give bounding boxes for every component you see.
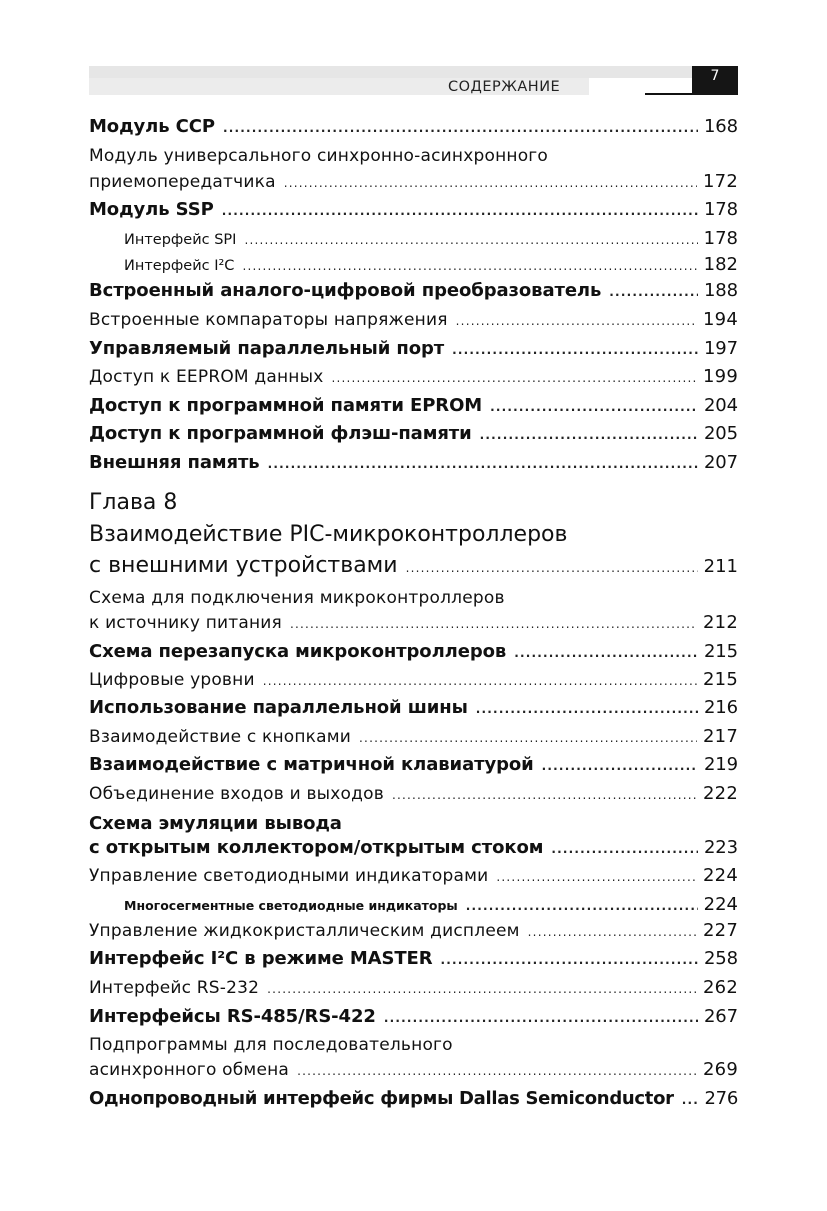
leader-dots — [514, 646, 698, 660]
leader-dots — [263, 674, 697, 688]
toc-entry-title: Интерфейсы RS-485/RS-422 — [89, 1006, 376, 1027]
chapter-label: Глава 8 — [89, 490, 178, 515]
leader-dots — [490, 400, 698, 414]
leader-dots — [290, 617, 697, 631]
toc-entry-title: Управление жидкокристаллическим дисплеем — [89, 921, 520, 941]
toc-entry-title: Доступ к программной флэш-памяти — [89, 423, 472, 444]
toc-entry-title: Встроенные компараторы напряжения — [89, 310, 448, 330]
toc-entry-page: 224 — [703, 865, 738, 886]
leader-dots — [682, 1093, 699, 1107]
leader-dots — [297, 1064, 697, 1078]
leader-dots — [222, 204, 698, 218]
toc-entry-page: 205 — [703, 423, 738, 444]
toc-entry-page: 227 — [703, 920, 738, 941]
chapter-title-line1: Взаимодействие PIC-микроконтроллеров — [89, 522, 568, 547]
toc-entry[interactable] — [89, 977, 738, 998]
toc-entry-title: приемопередатчика — [89, 172, 276, 192]
leader-dots — [223, 121, 698, 135]
leader-dots — [267, 982, 697, 996]
leader-dots — [384, 1011, 698, 1025]
toc-entry-title: Использование параллельной шины — [89, 697, 468, 718]
toc-entry-page: 207 — [703, 452, 738, 473]
toc-entry-page: 262 — [703, 977, 738, 998]
toc-entry-title: Модуль ССР — [89, 116, 215, 137]
leader-dots — [456, 314, 697, 328]
toc-entry-title: Интерфейс I²C в режиме MASTER — [89, 948, 433, 969]
toc-entry-page: 178 — [703, 199, 738, 220]
toc-entry-title: Внешняя память — [89, 452, 260, 473]
toc-entry-page: 172 — [703, 171, 738, 192]
toc-entry[interactable] — [89, 697, 738, 718]
toc-entry[interactable] — [89, 280, 738, 301]
toc-subentry[interactable] — [124, 894, 738, 915]
leader-dots — [331, 371, 697, 385]
toc-entry-title: Модуль SSP — [89, 199, 214, 220]
toc-entry[interactable] — [89, 116, 738, 137]
leader-dots — [466, 899, 698, 913]
toc-subentry[interactable] — [124, 228, 738, 249]
running-header: СОДЕРЖАНИЕ — [448, 79, 561, 95]
chapter-entry[interactable] — [89, 553, 738, 578]
leader-dots — [359, 731, 697, 745]
toc-entry-page: 276 — [704, 1088, 738, 1109]
toc-entry-page: 212 — [703, 612, 738, 633]
toc-entry[interactable] — [89, 338, 738, 359]
toc-entry-title: с открытым коллектором/открытым стоком — [89, 837, 544, 858]
leader-dots — [480, 428, 698, 442]
toc-entry-page: 222 — [703, 783, 738, 804]
leader-dots — [542, 759, 698, 773]
leader-dots — [528, 925, 697, 939]
toc-entry[interactable] — [89, 948, 738, 969]
toc-entry[interactable] — [89, 641, 738, 662]
page-number-box — [692, 66, 738, 95]
toc-entry-title: Интерфейс RS-232 — [89, 978, 260, 998]
toc-entry[interactable] — [89, 726, 738, 747]
leader-dots — [242, 259, 697, 273]
toc-entry-title: Доступ к EEPROM данных — [89, 367, 324, 387]
toc-entry-page: 223 — [703, 837, 738, 858]
toc-entry[interactable] — [89, 612, 738, 633]
toc-entry-title: Взаимодействие с кнопками — [89, 727, 352, 747]
toc-entry-line1: Схема эмуляции вывода — [89, 813, 342, 834]
toc-entry-page: 182 — [703, 254, 738, 275]
toc-entry-title: Многосегментные светодиодные индикаторы — [124, 898, 458, 913]
toc-entry[interactable] — [89, 199, 738, 220]
toc-entry-title: Встроенный аналого-цифровой преобразователь — [89, 280, 602, 301]
page-number: 7 — [710, 68, 720, 84]
toc-entry[interactable] — [89, 920, 738, 941]
leader-dots — [609, 285, 698, 299]
leader-dots — [496, 870, 697, 884]
chapter-title-line2: с внешними устройствами — [89, 553, 398, 578]
toc-entry-page: 204 — [703, 395, 738, 416]
toc-entry-page: 215 — [703, 669, 738, 690]
toc-entry-page: 224 — [703, 894, 738, 915]
header-rule — [645, 93, 693, 95]
toc-entry-title: Взаимодействие с матричной клавиатурой — [89, 754, 534, 775]
toc-entry-line1: Схема для подключения микроконтроллеров — [89, 588, 505, 608]
leader-dots — [392, 788, 697, 802]
toc-entry-page: 267 — [703, 1006, 738, 1027]
toc-entry[interactable] — [89, 754, 738, 775]
toc-entry[interactable] — [89, 395, 738, 416]
toc-entry-title: асинхронного обмена — [89, 1060, 290, 1080]
toc-entry[interactable] — [89, 865, 738, 886]
toc-entry[interactable] — [89, 1006, 738, 1027]
leader-dots — [441, 953, 698, 967]
toc-entry-page: 197 — [703, 338, 738, 359]
toc-entry-page: 215 — [703, 641, 738, 662]
toc-entry-page: 219 — [703, 754, 738, 775]
toc-entry[interactable] — [89, 783, 738, 804]
toc-entry-page: 258 — [703, 948, 738, 969]
toc-entry-title: Управление светодиодными индикаторами — [89, 866, 489, 886]
toc-entry[interactable] — [89, 837, 738, 858]
toc-entry[interactable] — [89, 366, 738, 387]
toc-entry[interactable] — [89, 423, 738, 444]
toc-entry-line1: Модуль универсального синхронно-асинхронного — [89, 146, 549, 166]
toc-entry[interactable] — [89, 1059, 738, 1080]
leader-dots — [268, 457, 698, 471]
toc-entry-title: Управляемый параллельный порт — [89, 338, 445, 359]
toc-entry[interactable] — [89, 309, 738, 330]
header-bar — [89, 66, 692, 78]
toc-entry[interactable] — [89, 171, 738, 192]
toc-entry-page: 194 — [703, 309, 738, 330]
leader-dots — [284, 176, 697, 190]
toc-entry-page: 188 — [703, 280, 738, 301]
leader-dots — [406, 561, 698, 575]
leader-dots — [244, 233, 697, 247]
toc-entry-title: Интерфейс SPI — [124, 232, 237, 248]
leader-dots — [452, 343, 698, 357]
toc-entry[interactable] — [89, 452, 738, 473]
toc-entry-title: Объединение входов и выходов — [89, 784, 384, 804]
toc-entry-title: Цифровые уровни — [89, 670, 255, 690]
toc-entry-page: 216 — [703, 697, 738, 718]
toc-subentry[interactable] — [124, 254, 738, 275]
toc-entry-page: 199 — [703, 366, 738, 387]
toc-entry-title: Доступ к программной памяти EPROM — [89, 395, 483, 416]
toc-entry-line1: Подпрограммы для последовательного — [89, 1035, 453, 1055]
toc-entry-page: 269 — [703, 1059, 738, 1080]
toc-entry-page: 178 — [703, 228, 738, 249]
toc-entry[interactable] — [89, 1088, 738, 1109]
toc-entry-title: Интерфейс I²C — [124, 258, 235, 274]
toc-entry-page: 217 — [703, 726, 738, 747]
toc-entry[interactable] — [89, 669, 738, 690]
toc-entry-page: 168 — [703, 116, 738, 137]
toc-entry-title: к источнику питания — [89, 613, 282, 633]
leader-dots — [476, 702, 698, 716]
toc-entry-page: 211 — [703, 556, 738, 577]
toc-entry-title: Однопроводный интерфейс фирмы Dallas Semiconductor — [89, 1088, 674, 1109]
leader-dots — [551, 842, 698, 856]
toc-entry-title: Схема перезапуска микроконтроллеров — [89, 641, 507, 662]
